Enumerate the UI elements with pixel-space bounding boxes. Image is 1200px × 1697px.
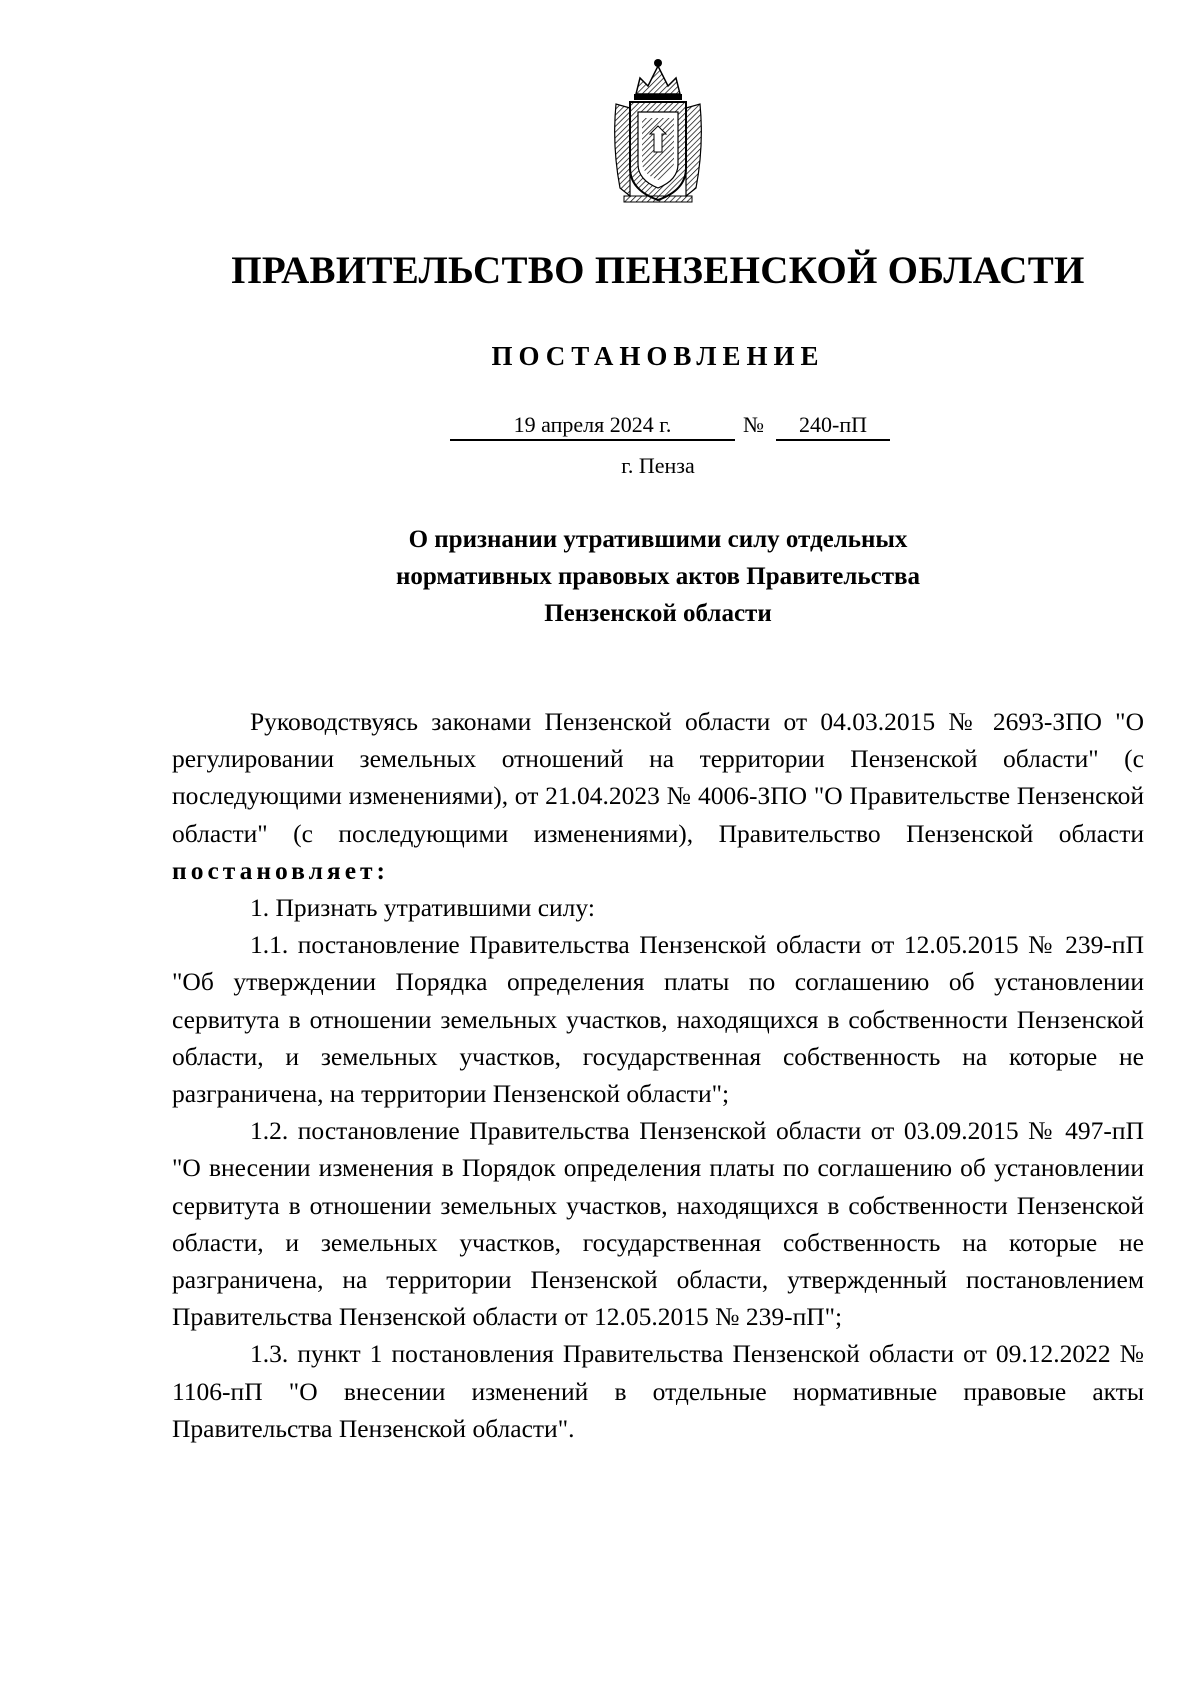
number-sign: № bbox=[743, 412, 764, 437]
document-subject bbox=[300, 521, 1016, 632]
item-1-1: 1.1. постановление Правительства Пензенской области от 12.05.2015 № 239-пП "Об утверждении Порядка определения платы по соглашению об установлении сервитута в отношении земельных участков, находящихся в собственности Пензенской области, и земельных участков, государственная собственность на которые не разграничена, на территории Пензенской области"; bbox=[172, 930, 1144, 1109]
item-1-3: 1.3. пункт 1 постановления Правительства Пензенской области от 09.12.2022 № 1106-пП "О внесении изменений в отдельные нормативные правовые акты Правительства Пензенской области". bbox=[172, 1339, 1144, 1443]
item-1-2: 1.2. постановление Правительства Пензенской области от 03.09.2015 № 497-пП "О внесении изменения в Порядок определения платы по соглашению об установлении сервитута в отношении земельных участков, находящихся в собственности Пензенской области, и земельных участков, государственная собственность на которые не разграничена, на территории Пензенской области, утвержденный постановлением Правительства Пензенской области от 12.05.2015 № 239-пП"; bbox=[172, 1116, 1144, 1332]
subject-line-2: нормативных правовых актов Правительства bbox=[395, 563, 921, 590]
document-meta bbox=[450, 413, 900, 445]
preamble-text: Руководствуясь законами Пензенской области от 04.03.2015 № 2693-ЗПО "О регулировании земельных отношений на территории Пензенской области" (с последующими изменениями), от 21.04.2023 № 4006-ЗПО "О Правительстве Пензенской области" (с последующими изменениями), Правительство Пензенской области bbox=[172, 707, 1144, 848]
coat-of-arms-emblem bbox=[606, 56, 710, 206]
document-number: 240-пП bbox=[776, 413, 890, 441]
document-body bbox=[172, 703, 1144, 1447]
subject-line-1: О признании утратившими силу отдельных bbox=[408, 526, 908, 553]
item-1: 1. Признать утратившими силу: bbox=[250, 893, 595, 923]
preamble-paragraph bbox=[172, 703, 1144, 889]
document-date: 19 апреля 2024 г. bbox=[450, 413, 735, 441]
government-title: ПРАВИТЕЛЬСТВО ПЕНЗЕНСКОЙ ОБЛАСТИ bbox=[231, 249, 1085, 292]
document-type: ПОСТАНОВЛЕНИЕ bbox=[491, 341, 825, 371]
subject-line-3: Пензенской области bbox=[544, 600, 772, 627]
decree-word: постановляет: bbox=[172, 855, 390, 885]
document-city: г. Пенза bbox=[621, 453, 695, 478]
